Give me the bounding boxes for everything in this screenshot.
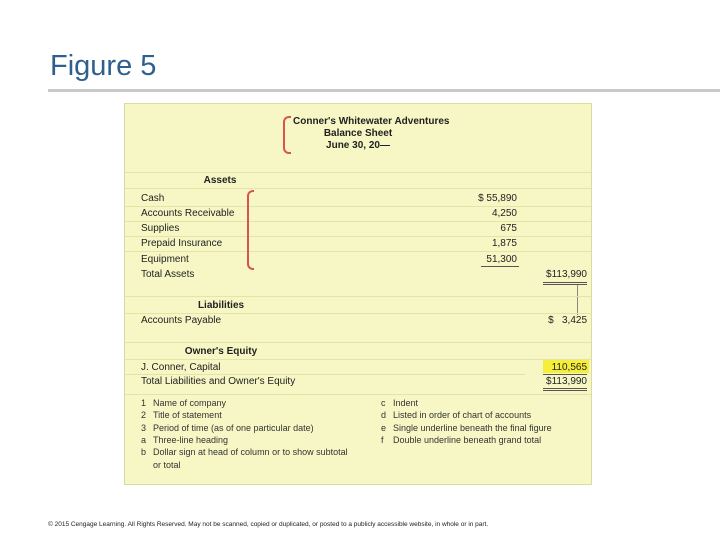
legend-item: f Double underline beneath grand total: [381, 435, 542, 445]
title-divider: [48, 89, 720, 92]
capital-label: J. Conner, Capital: [141, 362, 221, 373]
asset-amount-equipment: 51,300: [486, 254, 517, 265]
row-rule: [125, 206, 591, 207]
assets-heading: Assets: [203, 175, 237, 186]
balance-sheet-figure: [124, 103, 592, 485]
row-rule: [125, 172, 591, 173]
total-le-amount: $113,990: [546, 376, 587, 387]
equity-heading: Owner's Equity: [184, 346, 258, 357]
liability-amount-ap: $ 3,425: [548, 315, 587, 326]
row-rule: [125, 313, 591, 314]
statement-title: Balance Sheet: [323, 128, 393, 139]
asset-amount-supplies: 675: [500, 223, 517, 234]
total-le-label: Total Liabilities and Owner's Equity: [141, 376, 296, 387]
asset-amount-cash: $ 55,890: [478, 193, 517, 204]
row-rule: [125, 296, 591, 297]
pointer-line: [577, 285, 578, 315]
double-underline-bottom: [543, 390, 587, 391]
statement-date: June 30, 20—: [326, 140, 390, 151]
row-rule: [125, 251, 591, 252]
asset-label-equipment: Equipment: [141, 254, 189, 265]
company-name: Conner's Whitewater Adventures: [293, 116, 450, 127]
legend-item: 3 Period of time (as of one particular date): [141, 423, 314, 433]
capital-amount: 110,565: [551, 362, 587, 373]
legend-item: e Single underline beneath the final figure: [381, 423, 552, 433]
row-rule: [125, 188, 591, 189]
asset-label-supplies: Supplies: [141, 223, 180, 234]
row-rule: [125, 236, 591, 237]
double-underline-bottom: [543, 284, 587, 285]
double-underline-top: [543, 388, 587, 389]
legend-item: a Three-line heading: [141, 435, 229, 445]
total-assets-amount: $113,990: [546, 269, 587, 280]
asset-amount-prepaid: 1,875: [491, 238, 517, 249]
asset-amount-ar: 4,250: [491, 208, 517, 219]
liability-label-ap: Accounts Payable: [141, 315, 222, 326]
slide-title: Figure 5: [50, 50, 157, 82]
legend-item: c Indent: [381, 398, 419, 408]
row-rule: [125, 394, 591, 395]
total-assets-label: Total Assets: [141, 269, 195, 280]
copyright-notice: © 2015 Cengage Learning. All Rights Reserved. May not be scanned, copied or duplicated, or posted to a publicly accessible website, in whole or in part.: [48, 521, 489, 528]
legend-item: d Listed in order of chart of accounts: [381, 410, 532, 420]
double-underline-top: [543, 282, 587, 283]
asset-label-ar: Accounts Receivable: [141, 208, 235, 219]
row-rule: [125, 342, 591, 343]
asset-label-cash: Cash: [141, 193, 165, 204]
row-rule: [125, 374, 525, 375]
single-underline: [481, 266, 519, 267]
asset-label-prepaid: Prepaid Insurance: [141, 238, 223, 249]
heading-bracket: [283, 116, 291, 154]
legend-item: or total: [153, 460, 181, 470]
single-underline: [543, 374, 587, 375]
row-rule: [125, 221, 591, 222]
row-rule: [125, 359, 591, 360]
legend-item: 2 Title of statement: [141, 410, 222, 420]
legend-item: 1 Name of company: [141, 398, 227, 408]
indent-bracket: [247, 190, 254, 270]
liabilities-heading: Liabilities: [197, 300, 245, 311]
legend-item: b Dollar sign at head of column or to show subtotal: [141, 447, 348, 457]
